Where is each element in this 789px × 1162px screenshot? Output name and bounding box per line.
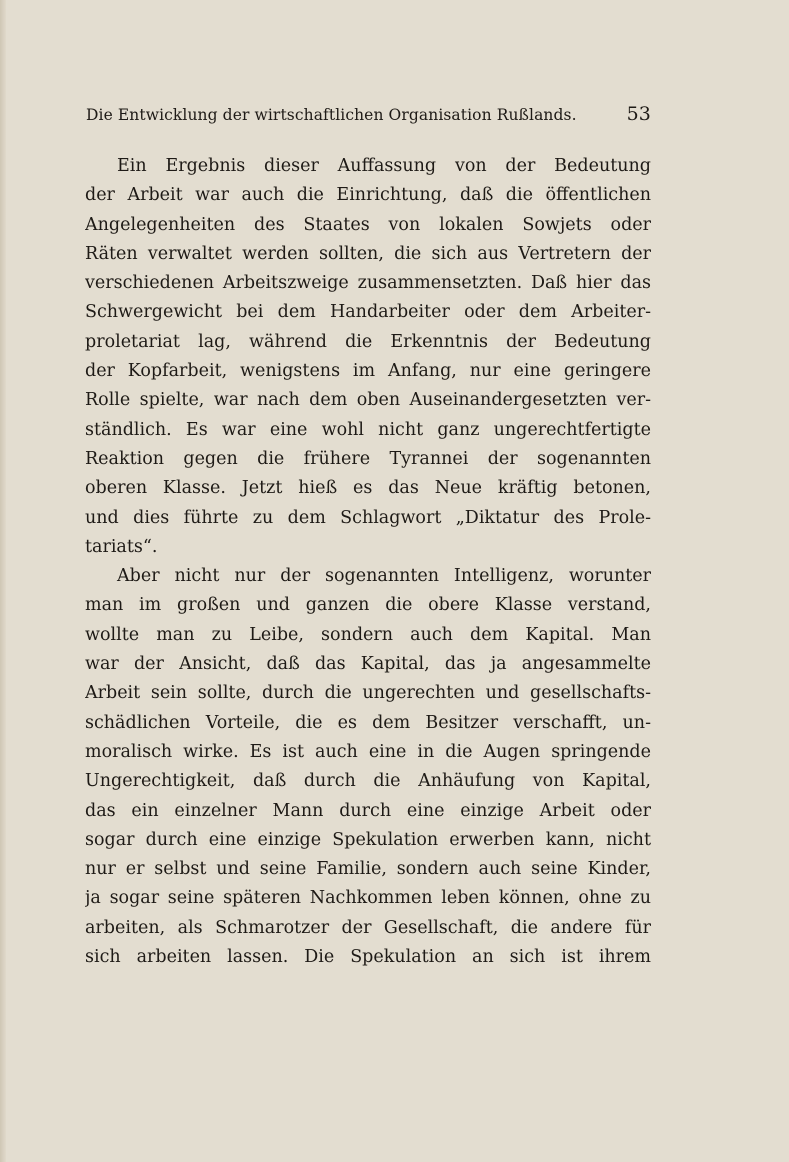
text-line: der Kopfarbeit, wenigstens im Anfang, nur eine geringere (85, 361, 651, 382)
text-line: war der Ansicht, daß das Kapital, das ja angesammelte (85, 654, 651, 675)
text-line: oberen Klasse. Jetzt hieß es das Neue kräftig betonen, (85, 478, 651, 499)
text-line: Rolle spielte, war nach dem oben Auseinandergesetzten ver- (85, 390, 651, 411)
page-binding-edge (0, 0, 6, 1162)
text-line: Aber nicht nur der sogenannten Intelligenz, worunter (117, 566, 651, 587)
text-line: proletariat lag, während die Erkenntnis der Bedeutung (85, 331, 651, 352)
paragraph-2 (85, 562, 651, 972)
text-line: der Arbeit war auch die Einrichtung, daß die öffentlichen (85, 185, 651, 206)
text-line: Angelegenheiten des Staates von lokalen Sowjets oder (85, 214, 651, 235)
text-line: sich arbeiten lassen. Die Spekulation an sich ist ihrem (85, 947, 651, 968)
body-text (85, 152, 651, 972)
text-line: tariats“. (85, 536, 158, 557)
running-title: Die Entwicklung der wirtschaftlichen Organisation Rußlands. (86, 106, 577, 124)
page-header (86, 103, 651, 129)
text-line: das ein einzelner Mann durch eine einzige Arbeit oder (85, 800, 651, 821)
page-number: 53 (626, 103, 651, 125)
text-line: Ein Ergebnis dieser Auffassung von der Bedeutung (117, 156, 651, 176)
text-line: Arbeit sein sollte, durch die ungerechten und gesellschafts- (85, 683, 651, 704)
text-line: Reaktion gegen die frühere Tyrannei der sogenannten (85, 448, 651, 469)
text-line: man im großen und ganzen die obere Klasse verstand, (85, 595, 651, 616)
paragraph-1 (85, 152, 651, 562)
text-line: arbeiten, als Schmarotzer der Gesellschaft, die andere für (85, 917, 651, 938)
text-line: ständlich. Es war eine wohl nicht ganz ungerechtfertigte (85, 419, 651, 440)
text-line: Ungerechtigkeit, daß durch die Anhäufung von Kapital, (85, 771, 651, 792)
text-line: ja sogar seine späteren Nachkommen leben können, ohne zu (85, 888, 651, 909)
text-line: moralisch wirke. Es ist auch eine in die Augen springende (85, 741, 651, 762)
text-line: schädlichen Vorteile, die es dem Besitzer verschafft, un- (85, 712, 651, 733)
text-line: Räten verwaltet werden sollten, die sich aus Vertretern der (85, 243, 651, 264)
text-line: und dies führte zu dem Schlagwort „Diktatur des Prole- (85, 507, 651, 528)
text-line: nur er selbst und seine Familie, sondern auch seine Kinder, (85, 859, 651, 880)
text-line: sogar durch eine einzige Spekulation erwerben kann, nicht (85, 829, 651, 850)
text-line: wollte man zu Leibe, sondern auch dem Kapital. Man (85, 624, 651, 645)
text-line: verschiedenen Arbeitszweige zusammensetzten. Daß hier das (85, 273, 651, 294)
text-line: Schwergewicht bei dem Handarbeiter oder dem Arbeiter- (85, 302, 651, 323)
